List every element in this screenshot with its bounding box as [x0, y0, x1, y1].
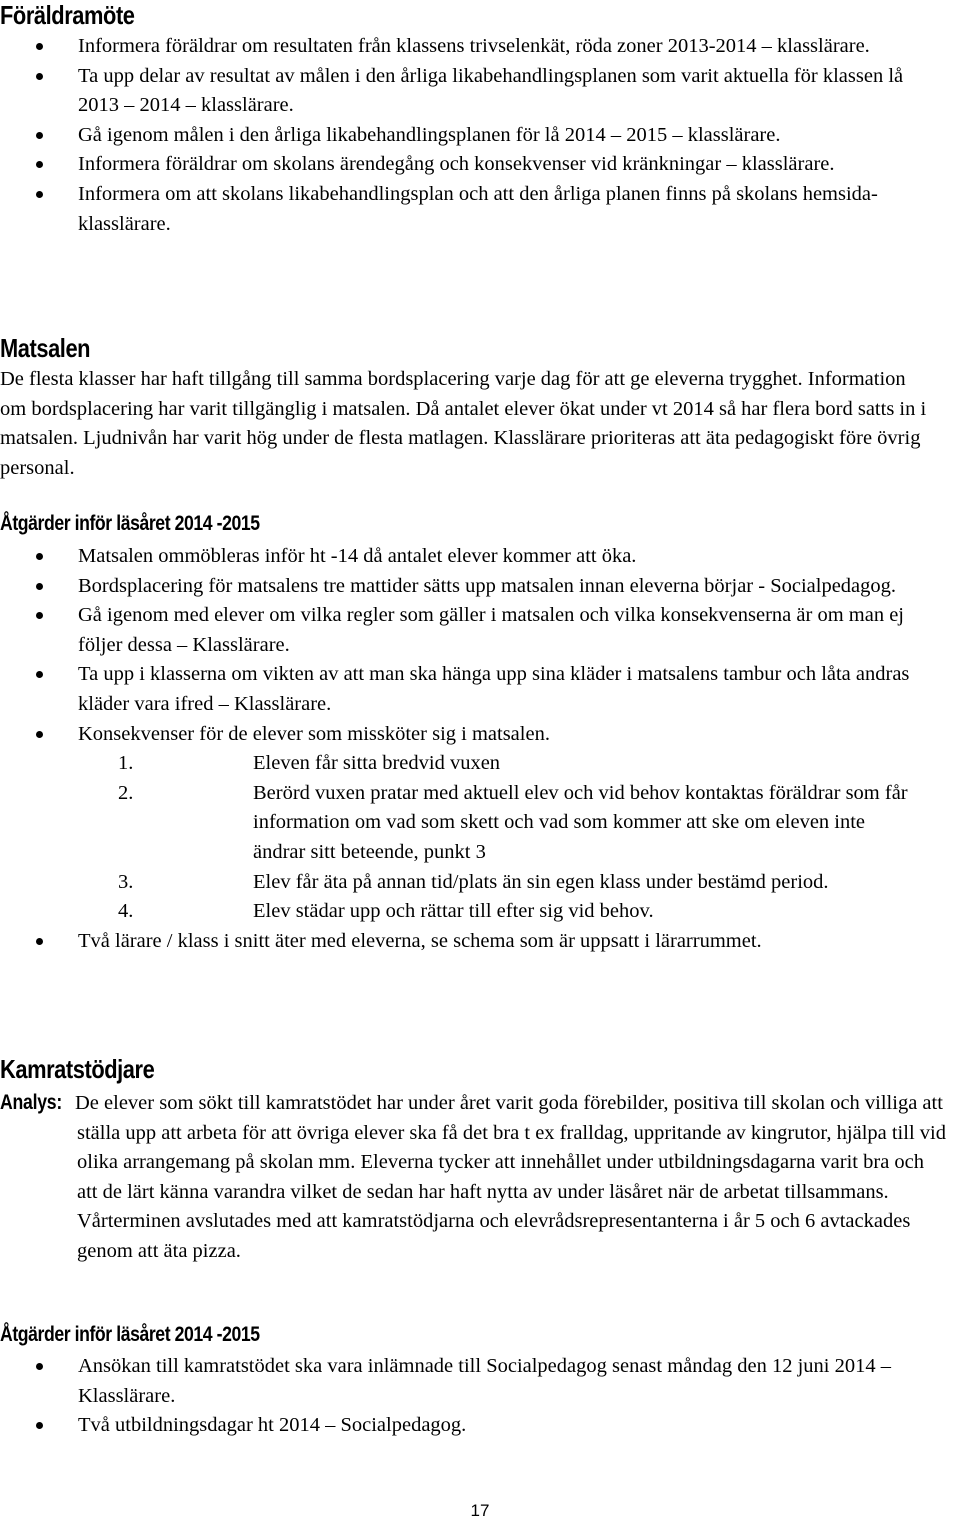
- list-item: Ta upp i klasserna om vikten av att man ska hänga upp sina kläder i matsalens tambur och låta andras kläder vara ifred – Klasslärare.: [0, 660, 960, 719]
- list-item: Gå igenom med elever om vilka regler som gäller i matsalen och vilka konsekvenserna är om man ej följer dessa – Klasslärare.: [0, 601, 960, 660]
- page-number: 17: [470, 1501, 490, 1520]
- atgarder-1-list: [0, 542, 960, 956]
- list-item: Informera om att skolans likabehandlingsplan och att den årliga planen finns på skolans hemsida- klasslärare.: [0, 180, 960, 239]
- list-item: Informera föräldrar om resultaten från klassens trivselenkät, röda zoner 2013-2014 – klasslärare.: [0, 32, 960, 62]
- numbered-item: [0, 897, 940, 927]
- heading-matsalen: Matsalen: [0, 333, 91, 363]
- item-number: 3.: [118, 870, 134, 893]
- consequences-list: [0, 749, 940, 927]
- item-number: 1.: [118, 752, 134, 775]
- section-matsalen: [0, 333, 960, 483]
- item-number: 4.: [118, 900, 134, 923]
- list-item: Två utbildningsdagar ht 2014 – Socialpedagog.: [0, 1411, 960, 1441]
- foraldramote-list: [0, 32, 960, 239]
- item-text: Eleven får sitta bredvid vuxen: [253, 752, 501, 775]
- item-text: Elev får äta på annan tid/plats än sin egen klass under bestämd period.: [253, 870, 829, 893]
- heading-atgarder-2: Åtgärder inför läsåret 2014 -2015: [0, 1323, 260, 1346]
- list-item: Ta upp delar av resultat av målen i den årliga likabehandlingsplanen som varit aktuella för klassen lå 2013 – 2014 – klasslärare.: [0, 62, 960, 121]
- item-number: 2.: [118, 781, 134, 804]
- analys-paragraph: [0, 1088, 960, 1267]
- atgarder-2-list: [0, 1352, 960, 1441]
- numbered-item: [0, 779, 940, 868]
- list-item: Ansökan till kamratstödet ska vara inlämnade till Socialpedagog senast måndag den 12 juni 2014 – Klasslärare.: [0, 1352, 960, 1411]
- section-kamratstodjare: [0, 1054, 960, 1267]
- analys-label: Analys:: [0, 1091, 62, 1114]
- list-item: [0, 720, 960, 927]
- analys-text: De elever som sökt till kamratstödet har under året varit goda förebilder, positiva till skolan och villiga att ställa upp att arbeta för att övriga elever ska få det bra t ex fralldag, uppritande av kingrutor, hjälpa till vid olika arrangemang på skolan mm. Eleverna tycker att innehållet under utbildningsdagarna varit bra och att de lärt känna varandra vilket de sedan har haft nytta av under läsåret när de arbetat tillsammans. Vårterminen avslutades med att kamratstödjarna och elevrådsrepresentanterna i år 5 och 6 avtackades genom att äta pizza.: [75, 1092, 946, 1262]
- matsalen-paragraph: De flesta klasser har haft tillgång till samma bordsplacering varje dag för att ge eleverna trygghet. Information om bordsplacering har varit tillgänglig i matsalen. Då antalet elever ökat under vt 2014 så har flera bord satts in i matsalen. Ljudnivån har varit hög under de flesta matlagen. Klasslärare prioriteras att äta pedagogiskt före övrig personal.: [0, 368, 927, 479]
- numbered-item: [0, 749, 940, 779]
- numbered-item: [0, 868, 940, 898]
- list-item: Bordsplacering för matsalens tre mattider sätts upp matsalen innan eleverna börjar - Socialpedagog.: [0, 572, 960, 602]
- list-item: Två lärare / klass i snitt äter med eleverna, se schema som är uppsatt i lärarrummet.: [0, 927, 960, 957]
- section-atgarder-matsalen: [0, 510, 960, 956]
- heading-kamratstodjare: Kamratstödjare: [0, 1054, 155, 1084]
- heading-atgarder-1: Åtgärder inför läsåret 2014 -2015: [0, 512, 260, 535]
- list-item: Matsalen ommöbleras inför ht -14 då antalet elever kommer att öka.: [0, 542, 960, 572]
- heading-foraldramote: Föräldramöte: [0, 0, 135, 30]
- section-foraldramote: [0, 0, 960, 239]
- list-item: Gå igenom målen i den årliga likabehandlingsplanen för lå 2014 – 2015 – klasslärare.: [0, 121, 960, 151]
- list-item: Informera föräldrar om skolans ärendegång och konsekvenser vid kränkningar – klasslärare.: [0, 150, 960, 180]
- item-text: Berörd vuxen pratar med aktuell elev och vid behov kontaktas föräldrar som får information om vad som skett och vad som kommer att ske om eleven inte ändrar sitt beteende, punkt 3: [253, 781, 908, 863]
- item-text: Elev städar upp och rättar till efter sig vid behov.: [253, 900, 654, 923]
- section-atgarder-kamratstod: [0, 1321, 960, 1441]
- list-item-text: Konsekvenser för de elever som missköter sig i matsalen.: [78, 722, 550, 745]
